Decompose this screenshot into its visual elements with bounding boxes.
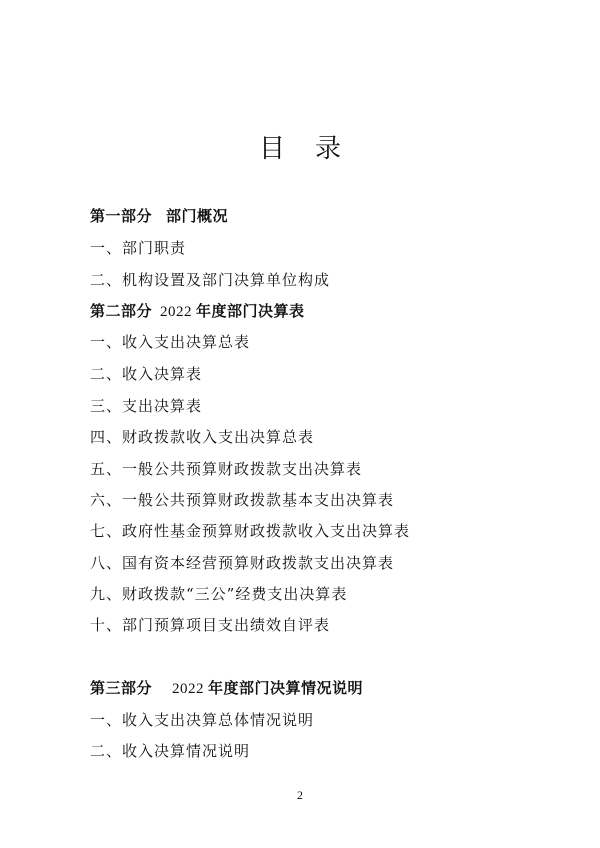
toc-item: 六、一般公共预算财政拨款基本支出决算表 bbox=[90, 491, 395, 509]
title-char-1: 目 bbox=[258, 134, 315, 164]
part2-year: 2022 bbox=[160, 304, 193, 320]
toc-item: 九、财政拨款“三公”经费支出决算表 bbox=[90, 585, 348, 603]
page-number: 2 bbox=[297, 788, 303, 802]
toc-item: 二、收入决算情况说明 bbox=[90, 742, 251, 760]
toc-item: 四、财政拨款收入支出决算总表 bbox=[90, 428, 315, 446]
part1-heading bbox=[90, 205, 228, 226]
part1-name: 部门概况 bbox=[166, 207, 229, 225]
page-title bbox=[0, 128, 600, 165]
toc-item: 二、收入决算表 bbox=[90, 365, 203, 383]
part2-heading bbox=[90, 300, 305, 321]
part3-label: 第三部分 bbox=[90, 679, 153, 697]
part3-year: 2022 bbox=[172, 681, 205, 697]
toc-item: 八、国有资本经营预算财政拨款支出决算表 bbox=[90, 554, 395, 572]
title-char-2: 录 bbox=[315, 134, 372, 164]
toc-item: 一、部门职责 bbox=[90, 239, 187, 257]
part2-name: 年度部门决算表 bbox=[196, 302, 305, 320]
part1-label: 第一部分 bbox=[90, 207, 153, 225]
toc-item: 二、机构设置及部门决算单位构成 bbox=[90, 271, 331, 289]
toc-item: 一、收入支出决算总表 bbox=[90, 333, 251, 351]
part3-heading bbox=[90, 677, 363, 698]
toc-item: 三、支出决算表 bbox=[90, 397, 203, 415]
part3-name: 年度部门决算情况说明 bbox=[208, 679, 364, 697]
toc-item: 一、收入支出决算总体情况说明 bbox=[90, 711, 315, 729]
toc-item: 五、一般公共预算财政拨款支出决算表 bbox=[90, 460, 363, 478]
part2-label: 第二部分 bbox=[90, 302, 153, 320]
toc-item: 十、部门预算项目支出绩效自评表 bbox=[90, 616, 331, 634]
toc-item: 七、政府性基金预算财政拨款收入支出决算表 bbox=[90, 522, 411, 540]
